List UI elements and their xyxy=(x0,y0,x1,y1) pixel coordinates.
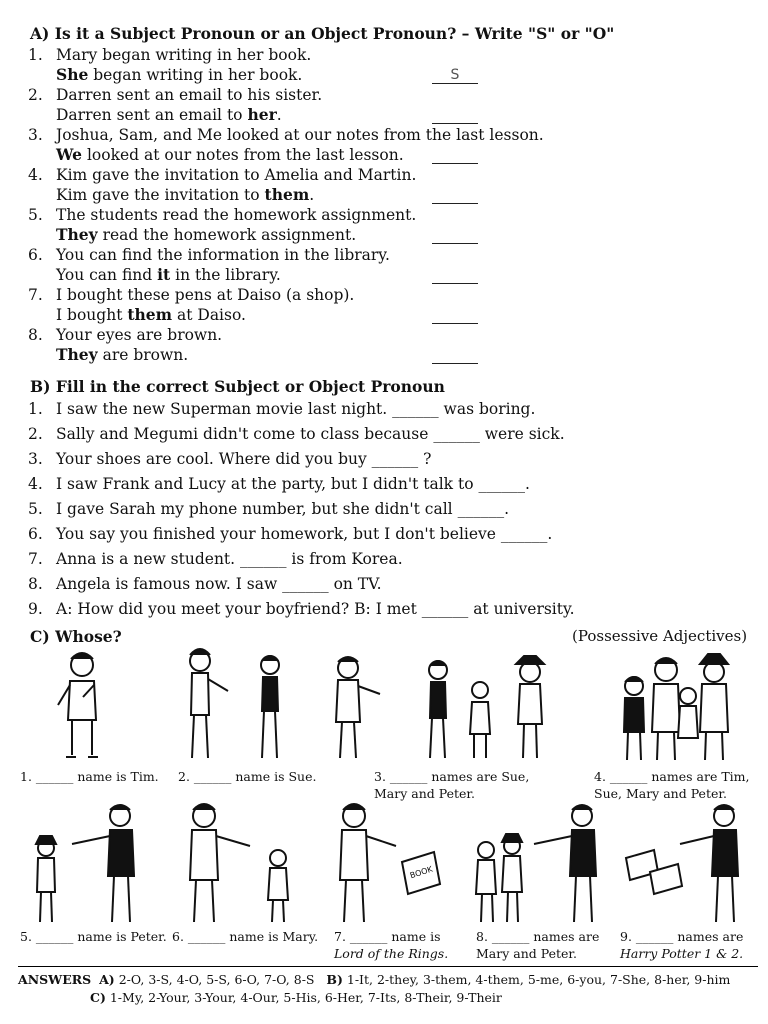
item-number: 4. xyxy=(28,166,43,184)
section-a-item xyxy=(28,245,390,265)
sentence-end: . xyxy=(309,186,315,204)
answers-c-label: C) xyxy=(90,990,106,1005)
bold-pronoun: it xyxy=(157,265,171,284)
caption-line-2: Mary and Peter. xyxy=(476,946,577,961)
section-c-heading: C) Whose? xyxy=(30,627,122,646)
group-of-four-illustration xyxy=(610,648,740,764)
sentence-end: read the homework assignment. xyxy=(97,226,357,244)
boy-pointing-at-book-illustration xyxy=(330,800,445,928)
answer-blank[interactable]: S xyxy=(432,67,478,84)
caption-3 xyxy=(374,768,529,802)
answers-a: 2-O, 3-S, 4-O, 5-S, 6-O, 7-O, 8-S xyxy=(118,972,315,987)
section-a-item xyxy=(28,45,311,65)
sentence-end: looked at our notes from the last lesson. xyxy=(82,146,404,164)
sentence-end: are brown. xyxy=(97,346,189,364)
girl-pointing-at-peter-illustration xyxy=(26,800,146,928)
section-a-item xyxy=(28,165,416,185)
caption-line-2: Lord of the Rings. xyxy=(334,946,449,961)
item-number: 7. xyxy=(28,550,43,568)
fill-in-sentence: You say you finished your homework, but I don't believe ______. xyxy=(56,525,553,543)
original-sentence: I bought these pens at Daiso (a shop). xyxy=(56,286,355,304)
answer-blank[interactable] xyxy=(432,107,478,124)
caption-line: 6. ______ name is Mary. xyxy=(172,929,319,944)
original-sentence: Kim gave the invitation to Amelia and Martin. xyxy=(56,166,417,184)
answer-blank[interactable] xyxy=(432,147,478,164)
pronoun-sentence xyxy=(56,345,188,365)
fill-in-sentence: I gave Sarah my phone number, but she didn't call ______. xyxy=(56,500,509,518)
boy-and-girl-illustration xyxy=(178,643,288,765)
fill-in-sentence: I saw Frank and Lucy at the party, but I didn't talk to ______. xyxy=(56,475,530,493)
item-number: 8. xyxy=(28,575,43,593)
caption-line: 2. ______ name is Sue. xyxy=(178,769,317,784)
bold-pronoun: They xyxy=(56,345,98,364)
bold-pronoun: them xyxy=(264,185,310,204)
girl-pointing-at-two-people-illustration xyxy=(330,652,560,764)
caption-line: 3. ______ names are Sue, xyxy=(374,769,530,784)
pronoun-sentence xyxy=(56,225,356,245)
item-number: 1. xyxy=(28,400,43,418)
caption-line: 4. ______ names are Tim, xyxy=(594,769,750,784)
item-number: 2. xyxy=(28,425,43,443)
bold-pronoun: them xyxy=(127,305,173,324)
section-b-item xyxy=(28,500,509,518)
caption-line: 7. ______ name is xyxy=(334,929,441,944)
item-number: 4. xyxy=(28,475,43,493)
fill-in-sentence: Angela is famous now. I saw ______ on TV. xyxy=(56,575,382,593)
pronoun-sentence xyxy=(56,105,282,125)
section-b-item xyxy=(28,525,552,543)
caption-line: 1. ______ name is Tim. xyxy=(20,769,159,784)
answers-c: 1-My, 2-Your, 3-Your, 4-Our, 5-His, 6-Her, 7-Its, 8-Their, 9-Their xyxy=(109,990,502,1005)
section-a-item xyxy=(28,125,544,145)
sentence-start: Kim gave the invitation to xyxy=(56,186,265,204)
section-b-item xyxy=(28,450,431,468)
pronoun-sentence xyxy=(56,65,302,85)
fill-in-sentence: Anna is a new student. ______ is from Korea. xyxy=(56,550,403,568)
boy-pointing-at-mary-illustration xyxy=(178,800,298,928)
answer-blank[interactable] xyxy=(432,347,478,364)
bold-pronoun: her xyxy=(247,105,277,124)
caption-8 xyxy=(476,928,599,962)
section-b-item xyxy=(28,550,403,568)
answers-a-label: A) xyxy=(99,972,115,987)
caption-line: 8. ______ names are xyxy=(476,929,600,944)
answers-b: 1-It, 2-they, 3-them, 4-them, 5-me, 6-you, 7-She, 8-her, 9-him xyxy=(346,972,731,987)
original-sentence: Your eyes are brown. xyxy=(56,326,223,344)
caption-line-2: Mary and Peter. xyxy=(374,786,475,801)
section-b-item xyxy=(28,425,565,443)
boy-pointing-self-illustration xyxy=(48,645,118,765)
answer-blank[interactable] xyxy=(432,227,478,244)
pronoun-sentence xyxy=(56,185,314,205)
answer-blank[interactable] xyxy=(432,307,478,324)
book-label: BOOK xyxy=(408,864,434,881)
fill-in-sentence: I saw the new Superman movie last night. ______ was boring. xyxy=(56,400,536,418)
original-sentence: The students read the homework assignment. xyxy=(56,206,417,224)
girl-pointing-at-books-illustration xyxy=(620,800,750,928)
section-a-item xyxy=(28,85,322,105)
sentence-end: in the library. xyxy=(170,266,281,284)
item-number: 9. xyxy=(28,600,43,618)
bold-pronoun: We xyxy=(56,145,83,164)
item-number: 5. xyxy=(28,206,43,224)
answer-blank[interactable] xyxy=(432,187,478,204)
answer-blank[interactable] xyxy=(432,267,478,284)
fill-in-sentence: Sally and Megumi didn't come to class because ______ were sick. xyxy=(56,425,565,443)
sentence-end: . xyxy=(276,106,282,124)
caption-5 xyxy=(20,928,167,945)
answer-key xyxy=(18,966,758,1007)
answers-b-label: B) xyxy=(326,972,343,987)
caption-line: 5. ______ name is Peter. xyxy=(20,929,167,944)
caption-1 xyxy=(20,768,159,785)
section-b-item xyxy=(28,600,575,618)
caption-9 xyxy=(620,928,743,962)
item-number: 2. xyxy=(28,86,43,104)
original-sentence: Mary began writing in her book. xyxy=(56,46,312,64)
pronoun-sentence xyxy=(56,305,246,325)
section-a-item xyxy=(28,205,416,225)
item-number: 3. xyxy=(28,450,43,468)
item-number: 6. xyxy=(28,525,43,543)
section-a-item xyxy=(28,325,222,345)
bold-pronoun: She xyxy=(56,65,89,84)
sentence-end: at Daiso. xyxy=(172,306,246,324)
item-number: 6. xyxy=(28,246,43,264)
sentence-start: You can find xyxy=(56,266,158,284)
original-sentence: Joshua, Sam, and Me looked at our notes from the last lesson. xyxy=(56,126,544,144)
item-number: 1. xyxy=(28,46,43,64)
section-b-item xyxy=(28,475,530,493)
original-sentence: You can find the information in the library. xyxy=(56,246,390,264)
section-b-item xyxy=(28,575,382,593)
item-number: 8. xyxy=(28,326,43,344)
fill-in-sentence: Your shoes are cool. Where did you buy ______ ? xyxy=(56,450,432,468)
answers-label: ANSWERS xyxy=(18,972,92,987)
caption-line-2: Sue, Mary and Peter. xyxy=(594,786,727,801)
girl-pointing-at-mary-and-peter-illustration xyxy=(470,800,610,928)
section-b-item xyxy=(28,400,535,418)
item-number: 5. xyxy=(28,500,43,518)
pronoun-sentence xyxy=(56,145,404,165)
sentence-start: I bought xyxy=(56,306,128,324)
section-a-heading: A) Is it a Subject Pronoun or an Object Pronoun? – Write "S" or "O" xyxy=(30,24,615,43)
caption-7 xyxy=(334,928,448,962)
caption-4 xyxy=(594,768,749,802)
caption-2 xyxy=(178,768,316,785)
caption-line-2: Harry Potter 1 & 2. xyxy=(620,946,744,961)
fill-in-sentence: A: How did you meet your boyfriend? B: I met ______ at university. xyxy=(56,600,575,618)
caption-line: 9. ______ names are xyxy=(620,929,744,944)
bold-pronoun: They xyxy=(56,225,98,244)
section-a-item xyxy=(28,285,354,305)
pronoun-sentence xyxy=(56,265,281,285)
section-c-note: (Possessive Adjectives) xyxy=(572,627,748,645)
sentence-start: Darren sent an email to xyxy=(56,106,248,124)
item-number: 7. xyxy=(28,286,43,304)
item-number: 3. xyxy=(28,126,43,144)
section-b-heading: B) Fill in the correct Subject or Object Pronoun xyxy=(30,377,445,396)
caption-6 xyxy=(172,928,318,945)
original-sentence: Darren sent an email to his sister. xyxy=(56,86,323,104)
sentence-end: began writing in her book. xyxy=(88,66,303,84)
